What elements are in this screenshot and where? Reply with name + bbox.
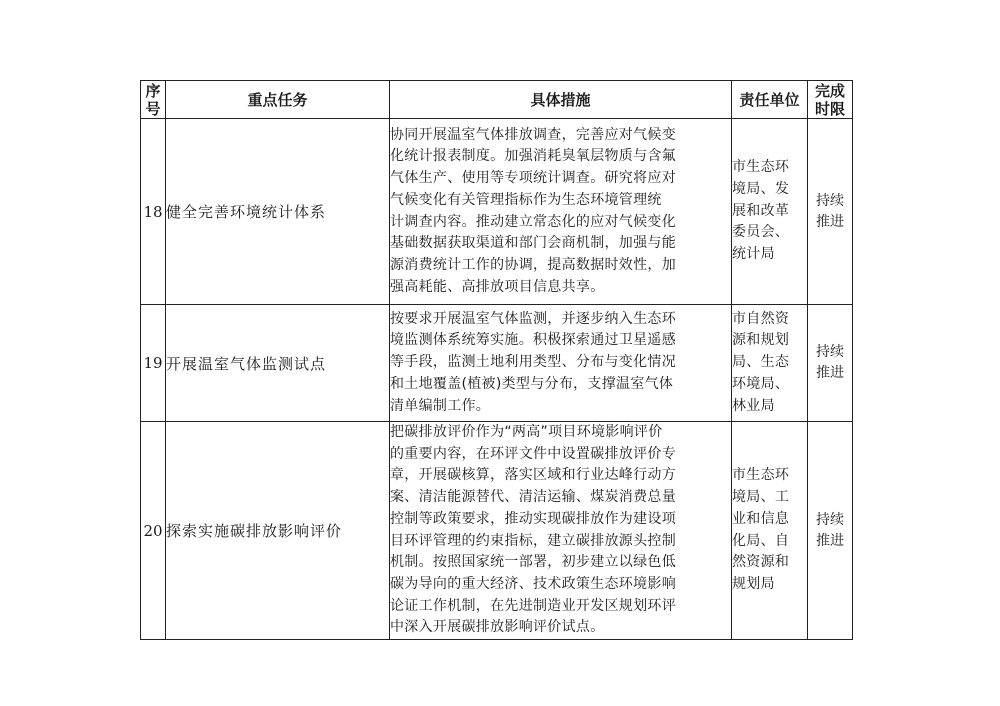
unit-line: 然资源和 bbox=[732, 554, 790, 571]
table-header-row bbox=[141, 81, 853, 119]
measure-line: 清单编制工作。 bbox=[390, 397, 491, 414]
header-no-line: 号 bbox=[145, 99, 161, 118]
measure-line: 和土地覆盖(植被)类型与分布，支撑温室气体 bbox=[390, 375, 674, 392]
time-line: 推进 bbox=[816, 532, 844, 549]
measure-line: 案、清洁能源替代、清洁运输、煤炭消费总量 bbox=[390, 489, 676, 506]
time-line: 持续 bbox=[816, 192, 844, 209]
time-line: 推进 bbox=[816, 213, 844, 230]
header-no bbox=[141, 81, 166, 119]
unit-line: 业和信息 bbox=[732, 510, 790, 527]
header-task: 重点任务 bbox=[166, 81, 390, 119]
header-no-line: 序 bbox=[145, 81, 161, 100]
time-line: 推进 bbox=[816, 365, 844, 381]
unit-cell bbox=[732, 119, 808, 305]
table-row bbox=[141, 305, 853, 422]
unit-line: 展和改革 bbox=[732, 202, 790, 219]
unit-line: 统计局 bbox=[732, 246, 775, 263]
measure-line: 协同开展温室气体排放调查，完善应对气候变 bbox=[390, 126, 676, 143]
unit-line: 林业局 bbox=[732, 397, 775, 414]
header-time bbox=[808, 81, 853, 119]
unit-line: 环境局、 bbox=[732, 375, 790, 392]
table-row bbox=[141, 422, 853, 640]
time-cell bbox=[808, 119, 853, 305]
task-cell: 健全完善环境统计体系 bbox=[166, 119, 390, 305]
tasks-table bbox=[140, 80, 853, 640]
task-cell: 探索实施碳排放影响评价 bbox=[166, 422, 390, 640]
measure-line: 控制等政策要求，推动实现碳排放作为建设项 bbox=[390, 510, 676, 527]
measure-line: 源消费统计工作的协调，提高数据时效性，加 bbox=[390, 256, 676, 273]
header-unit: 责任单位 bbox=[732, 81, 808, 119]
measure-cell bbox=[390, 305, 732, 422]
unit-line: 市生态环 bbox=[732, 159, 790, 176]
measure-cell bbox=[390, 119, 732, 305]
unit-cell bbox=[732, 422, 808, 640]
task-cell: 开展温室气体监测试点 bbox=[166, 305, 390, 422]
measure-line: 气候变化有关管理指标作为生态环境管理统 bbox=[390, 191, 662, 208]
header-time-line: 完成 bbox=[814, 81, 845, 100]
time-cell bbox=[808, 305, 853, 422]
measure-line: 化统计报表制度。加强消耗臭氧层物质与含氟 bbox=[390, 148, 676, 165]
measure-line: 气体生产、使用等专项统计调查。研究将应对 bbox=[390, 170, 676, 187]
row-number: 20 bbox=[141, 422, 166, 640]
row-number: 19 bbox=[141, 305, 166, 422]
measure-cell bbox=[390, 422, 732, 640]
time-cell bbox=[808, 422, 853, 640]
measure-line: 目环评管理的约束指标，建立碳排放源头控制 bbox=[390, 532, 676, 549]
measure-line: 境监测体系统筹实施。积极探索通过卫星遥感 bbox=[390, 332, 676, 349]
unit-line: 委员会、 bbox=[732, 224, 790, 241]
time-line: 持续 bbox=[816, 511, 844, 528]
measure-line: 机制。按照国家统一部署，初步建立以绿色低 bbox=[390, 554, 676, 571]
table-row bbox=[141, 119, 853, 305]
measure-line: 按要求开展温室气体监测，并逐步纳入生态环 bbox=[390, 310, 676, 327]
measure-line: 把碳排放评价作为“两高”项目环境影响评价 bbox=[390, 424, 663, 440]
measure-line: 计调查内容。推动建立常态化的应对气候变化 bbox=[390, 213, 676, 230]
measure-line: 论证工作机制，在先进制造业开发区规划环评 bbox=[390, 597, 676, 614]
unit-line: 境局、发 bbox=[732, 180, 790, 197]
header-measure: 具体措施 bbox=[390, 81, 732, 119]
measure-line: 章，开展碳核算，落实区域和行业达峰行动方 bbox=[390, 467, 676, 484]
unit-line: 境局、工 bbox=[732, 489, 790, 506]
measure-line: 基础数据获取渠道和部门会商机制，加强与能 bbox=[390, 235, 676, 252]
unit-line: 规划局 bbox=[732, 575, 775, 592]
unit-cell bbox=[732, 305, 808, 422]
unit-line: 源和规划 bbox=[732, 332, 790, 349]
measure-line: 等手段，监测土地利用类型、分布与变化情况 bbox=[390, 354, 676, 371]
header-time-line: 时限 bbox=[814, 99, 845, 118]
unit-line: 局、生态 bbox=[732, 354, 790, 371]
unit-line: 市自然资 bbox=[732, 310, 790, 327]
measure-line: 中深入开展碳排放影响评价试点。 bbox=[390, 619, 605, 636]
measure-line: 的重要内容，在环评文件中设置碳排放评价专 bbox=[390, 445, 676, 462]
measure-line: 碳为导向的重大经济、技术政策生态环境影响 bbox=[390, 575, 676, 592]
measure-line: 强高耗能、高排放项目信息共享。 bbox=[390, 278, 605, 295]
unit-line: 市生态环 bbox=[732, 467, 790, 484]
unit-line: 化局、自 bbox=[732, 532, 790, 549]
time-line: 持续 bbox=[816, 344, 844, 360]
row-number: 18 bbox=[141, 119, 166, 305]
